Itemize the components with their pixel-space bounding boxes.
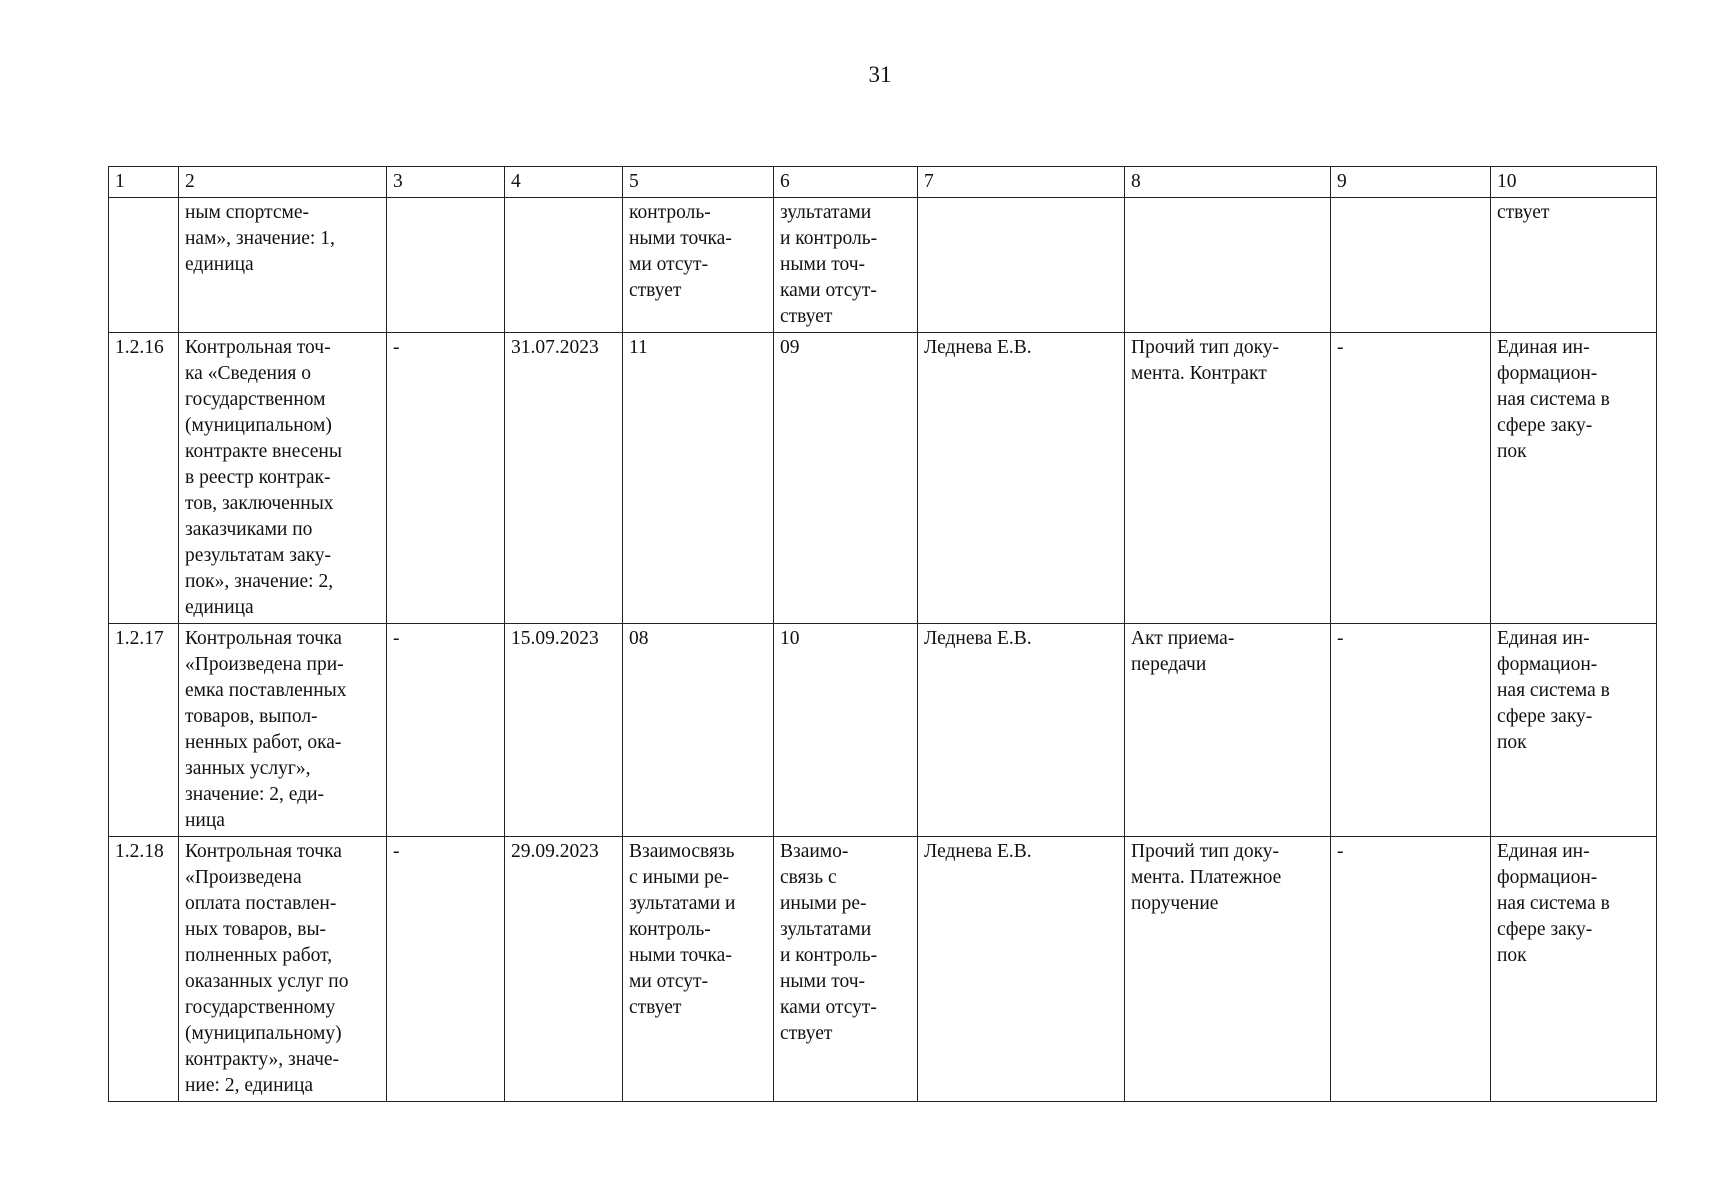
header-cell: 10 [1491, 167, 1657, 198]
table-cell [387, 198, 505, 333]
responsible-cell: Леднева Е.В. [918, 837, 1125, 1102]
table-row-continuation [109, 198, 1657, 333]
header-cell: 3 [387, 167, 505, 198]
header-cell: 7 [918, 167, 1125, 198]
table-cell: - [387, 333, 505, 624]
control-points-table [108, 166, 1657, 1102]
row-number-cell: 1.2.17 [109, 624, 179, 837]
header-cell: 1 [109, 167, 179, 198]
row-number-cell: 1.2.18 [109, 837, 179, 1102]
table-cell: Взаимосвязь с иными ре- зультатами и контроль- ными точка- ми отсут- ствует [623, 837, 774, 1102]
table-cell [1331, 198, 1491, 333]
table-cell: - [1331, 624, 1491, 837]
document-type-cell: Акт приема- передачи [1125, 624, 1331, 837]
table-cell: 11 [623, 333, 774, 624]
table-cell: 10 [774, 624, 918, 837]
document-type-cell: Прочий тип доку- мента. Контракт [1125, 333, 1331, 624]
table-cell: ствует [1491, 198, 1657, 333]
responsible-cell: Леднева Е.В. [918, 624, 1125, 837]
control-point-cell: Контрольная точ- ка «Сведения о государственном (муниципальном) контракте внесены в реестр контрак- тов, заключенных заказчиками по результатам заку- пок», значение: 2, единица [179, 333, 387, 624]
document-type-cell: Прочий тип доку- мента. Платежное поручение [1125, 837, 1331, 1102]
table-cell: зультатами и контроль- ными точ- ками отсут- ствует [774, 198, 918, 333]
date-cell: 29.09.2023 [505, 837, 623, 1102]
table-row [109, 624, 1657, 837]
table-cell: Взаимо- связь с иными ре- зультатами и контроль- ными точ- ками отсут- ствует [774, 837, 918, 1102]
table-cell: ным спортсме- нам», значение: 1, единица [179, 198, 387, 333]
header-cell: 6 [774, 167, 918, 198]
row-number-cell: 1.2.16 [109, 333, 179, 624]
table-cell [505, 198, 623, 333]
info-system-cell: Единая ин- формацион- ная система в сфере заку- пок [1491, 333, 1657, 624]
header-cell: 9 [1331, 167, 1491, 198]
header-cell: 4 [505, 167, 623, 198]
control-point-cell: Контрольная точка «Произведена при- емка поставленных товаров, выпол- ненных работ, ока- занных услуг», значение: 2, еди- ница [179, 624, 387, 837]
date-cell: 15.09.2023 [505, 624, 623, 837]
header-cell: 8 [1125, 167, 1331, 198]
control-point-cell: Контрольная точка «Произведена оплата поставлен- ных товаров, вы- полненных работ, оказанных услуг по государственному (муниципальному) контракту», значе- ние: 2, единица [179, 837, 387, 1102]
table-cell [918, 198, 1125, 333]
table-cell: - [1331, 333, 1491, 624]
date-cell: 31.07.2023 [505, 333, 623, 624]
table-cell [1125, 198, 1331, 333]
table-cell: контроль- ными точка- ми отсут- ствует [623, 198, 774, 333]
info-system-cell: Единая ин- формацион- ная система в сфере заку- пок [1491, 837, 1657, 1102]
table-cell: - [1331, 837, 1491, 1102]
table-cell [109, 198, 179, 333]
table-cell: 09 [774, 333, 918, 624]
table-row [109, 333, 1657, 624]
table-cell: - [387, 837, 505, 1102]
table-cell: - [387, 624, 505, 837]
info-system-cell: Единая ин- формацион- ная система в сфере заку- пок [1491, 624, 1657, 837]
table-row [109, 837, 1657, 1102]
page-number: 31 [868, 62, 892, 87]
responsible-cell: Леднева Е.В. [918, 333, 1125, 624]
header-cell: 2 [179, 167, 387, 198]
table-cell: 08 [623, 624, 774, 837]
header-row [109, 167, 1657, 198]
header-cell: 5 [623, 167, 774, 198]
